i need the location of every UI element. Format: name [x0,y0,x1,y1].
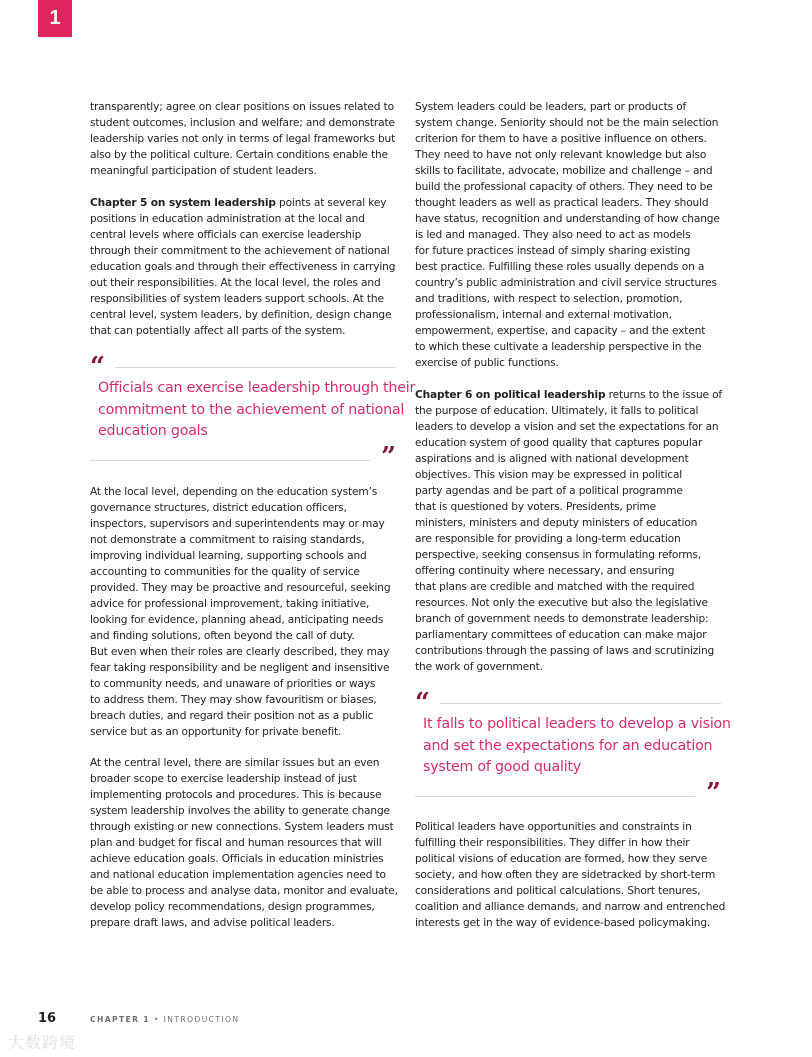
pull-quote-text [423,714,731,779]
line-text: responsibilities of system leaders support schools. At the [90,293,384,305]
line-text: breach duties, and regard their position not as a public [90,710,374,722]
text-line [90,243,395,259]
text-line [415,243,720,259]
left-paragraph-3 [90,484,390,740]
line-text: through existing or new connections. System leaders must [90,821,394,833]
separator: • [150,1015,164,1024]
text-line [90,660,390,676]
left-paragraph-1 [90,99,395,179]
line-text: coalition and alliance demands, and narrow and entrenched [415,901,726,913]
divider [440,703,721,704]
text-line [90,500,390,516]
text-line [415,611,722,627]
line-text: But even when their roles are clearly described, they may [90,646,390,658]
line-text: positions in education administration at the local and [90,213,365,225]
text-line [90,724,390,740]
left-paragraph-2 [90,195,395,339]
text-line [90,147,395,163]
open-quote-icon: “ [415,688,430,718]
text-line [98,378,415,400]
section-label: INTRODUCTION [163,1015,240,1024]
line-text: build the professional capacity of others. They need to be [415,181,713,193]
text-line [415,563,722,579]
line-text: to which these cultivate a leadership perspective in the [415,341,702,353]
line-text: returns to the issue of [605,389,723,401]
text-line [90,131,395,147]
lead-in: Chapter 6 on political leadership [415,389,606,401]
right-paragraph-3 [415,819,725,931]
line-text: looking for evidence, planning ahead, anticipating needs [90,614,384,626]
line-text: System leaders could be leaders, part or products of [415,101,687,113]
line-text: for future practices instead of simply sharing existing [415,245,691,257]
text-line [423,714,731,736]
text-line [90,484,390,500]
text-line [415,915,725,931]
text-line [415,323,720,339]
text-line [90,899,398,915]
line-text: At the central level, there are similar issues but an even [90,757,380,769]
close-quote-icon: ” [706,778,721,808]
line-text: offering continuity where necessary, and ensuring [415,565,675,577]
line-text: provided. They may be proactive and resourceful, seeking [90,582,391,594]
line-text: education goals [98,423,208,439]
text-line [90,644,390,660]
text-line [90,755,398,771]
left-paragraph-4 [90,755,398,931]
chapter-label: CHAPTER 1 [90,1015,151,1024]
text-line [415,499,722,515]
text-line [90,195,395,211]
line-text: best practice. Fulfilling these roles usually depends on a [415,261,705,273]
text-line [415,179,720,195]
text-line [415,659,722,675]
line-text: interests get in the way of evidence-based policymaking. [415,917,711,929]
text-line [415,339,720,355]
text-line [90,291,395,307]
line-text: the work of government. [415,661,543,673]
text-line [90,580,390,596]
open-quote-icon: “ [90,352,105,382]
line-text: central level, system leaders, by definition, design change [90,309,392,321]
line-text: fear taking responsibility and be negligent and insensitive [90,662,390,674]
line-text: are responsible for providing a long-term education [415,533,681,545]
text-line [415,819,725,835]
text-line [415,627,722,643]
text-line [415,467,722,483]
text-line [90,771,398,787]
line-text: prepare draft laws, and advise political leaders. [90,917,335,929]
line-text: Officials can exercise leadership through their [98,380,416,396]
line-text: and national education implementation agencies need to [90,869,386,881]
line-text: ministers, ministers and deputy ministers of education [415,517,698,529]
text-line [90,548,390,564]
line-text: transparently; agree on clear positions on issues related to [90,101,394,113]
text-line [90,275,395,291]
text-line [415,867,725,883]
text-line [415,595,722,611]
line-text: criterion for them to have a positive influence on others. [415,133,707,145]
text-line [415,307,720,323]
line-text: not demonstrate a commitment to raising standards, [90,534,365,546]
line-text: system leadership involves the ability to generate change [90,805,390,817]
right-paragraph-2 [415,387,722,675]
text-line [415,435,722,451]
line-text: party agendas and be part of a political programme [415,485,683,497]
right-paragraph-1 [415,99,720,371]
line-text: exercise of public functions. [415,357,559,369]
text-line [90,835,398,851]
text-line [415,99,720,115]
line-text: education goals and through their effectiveness in carrying [90,261,396,273]
line-text: empowerment, expertise, and capacity – and the extent [415,325,706,337]
text-line [90,163,395,179]
text-line [415,211,720,227]
text-line [90,915,398,931]
line-text: to community needs, and unaware of priorities or ways [90,678,376,690]
line-text: implementing protocols and procedures. This is because [90,789,382,801]
line-text: student outcomes, inclusion and welfare; and demonstrate [90,117,395,129]
line-text: leaders to develop a vision and set the expectations for an [415,421,719,433]
line-text: perspective, seeking consensus in formulating reforms, [415,549,702,561]
text-line [90,99,395,115]
line-text: that plans are credible and matched with the required [415,581,695,593]
text-line [90,851,398,867]
line-text: considerations and political calculations. Short tenures, [415,885,701,897]
line-text: education system of good quality that captures popular [415,437,703,449]
text-line [98,421,415,443]
line-text: achieve education goals. Officials in education ministries [90,853,384,865]
text-line [415,275,720,291]
line-text: that is questioned by voters. Presidents, prime [415,501,656,513]
text-line [90,596,390,612]
text-line [415,387,722,403]
line-text: It falls to political leaders to develop a vision [423,716,731,732]
text-line [415,883,725,899]
line-text: through their commitment to the achievement of national [90,245,390,257]
chapter-tab: 1 [38,0,72,37]
text-line [415,227,720,243]
text-line [90,692,390,708]
line-text: At the local level, depending on the education system’s [90,486,378,498]
watermark: 大数跨境 [8,1033,77,1052]
line-text: professionalism, internal and external motivation, [415,309,672,321]
text-line [90,676,390,692]
text-line [415,547,722,563]
line-text: branch of government needs to demonstrate leadership: [415,613,709,625]
line-text: is led and managed. They also need to act as models [415,229,691,241]
text-line [415,147,720,163]
line-text: improving individual learning, supporting schools and [90,550,367,562]
text-line [90,708,390,724]
line-text: fulfilling their responsibilities. They differ in how their [415,837,690,849]
line-text: objectives. This vision may be expressed in political [415,469,683,481]
line-text: political visions of education are formed, how they serve [415,853,708,865]
line-text: Political leaders have opportunities and constraints in [415,821,692,833]
line-text: commitment to the achievement of national [98,401,405,418]
line-text: also by the political culture. Certain conditions enable the [90,149,388,161]
text-line [415,355,720,371]
close-quote-icon: ” [381,442,396,472]
line-text: skills to facilitate, advocate, mobilize and challenge – and [415,165,713,177]
text-line [90,564,390,580]
line-text: thought leaders as well as practical leaders. They should [415,197,709,209]
text-line [90,532,390,548]
pull-quote-left [90,352,416,472]
text-line [415,259,720,275]
line-text: plan and budget for fiscal and human resources that will [90,837,382,849]
page-number: 16 [38,1011,57,1026]
line-text: to address them. They may show favouritism or biases, [90,694,377,706]
line-text: governance structures, district education officers, [90,502,347,514]
line-text: central levels where officials can exercise leadership [90,229,362,241]
pull-quote-right [415,688,731,808]
text-line [415,643,722,659]
text-line [90,787,398,803]
line-text: They need to have not only relevant knowledge but also [415,149,707,161]
line-text: broader scope to exercise leadership instead of just [90,773,357,785]
line-text: be able to process and analyse data, monitor and evaluate, [90,885,398,897]
line-text: meaningful participation of student leaders. [90,165,317,177]
line-text: resources. Not only the executive but also the legislative [415,597,708,609]
text-line [415,291,720,307]
text-line [415,115,720,131]
line-text: and finding solutions, often beyond the call of duty. [90,630,355,642]
text-line [415,899,725,915]
text-line [415,851,725,867]
text-line [90,211,395,227]
line-text: out their responsibilities. At the local level, the roles and [90,277,381,289]
text-line [90,819,398,835]
line-text: leadership varies not only in terms of legal frameworks but [90,133,396,145]
text-line [90,227,395,243]
text-line [90,867,398,883]
line-text: aspirations and is aligned with national development [415,453,689,465]
text-line [90,259,395,275]
text-line [415,131,720,147]
text-line [423,757,731,779]
pull-quote-text [98,378,415,443]
text-line [415,163,720,179]
line-text: parliamentary committees of education can make major [415,629,707,641]
text-line [90,307,395,323]
text-line [415,195,720,211]
line-text: and set the expectations for an education [423,737,713,754]
text-line [423,736,731,758]
divider [115,367,396,368]
line-text: have status, recognition and understanding of how change [415,213,720,225]
line-text: system of good quality [423,759,582,775]
line-text: the purpose of education. Ultimately, it falls to political [415,405,699,417]
text-line [415,419,722,435]
text-line [98,400,415,422]
line-text: inspectors, supervisors and superintendents may or may [90,518,385,530]
text-line [415,515,722,531]
text-line [415,403,722,419]
text-line [415,835,725,851]
line-text: points at several key [275,197,387,209]
text-line [415,451,722,467]
line-text: advice for professional improvement, taking initiative, [90,598,370,610]
text-line [90,803,398,819]
line-text: develop policy recommendations, design programmes, [90,901,375,913]
text-line [90,115,395,131]
divider [415,796,695,797]
line-text: that can potentially affect all parts of the system. [90,325,346,337]
text-line [90,883,398,899]
line-text: accounting to communities for the quality of service [90,566,360,578]
text-line [90,612,390,628]
text-line [415,531,722,547]
line-text: country’s public administration and civil service structures [415,277,717,289]
text-line [90,516,390,532]
text-line [415,483,722,499]
text-line [415,579,722,595]
line-text: system change. Seniority should not be the main selection [415,117,719,129]
running-footer [90,1015,240,1024]
divider [90,460,370,461]
line-text: contributions through the passing of laws and scrutinizing [415,645,715,657]
text-line [90,628,390,644]
line-text: and traditions, with respect to selection, promotion, [415,293,683,305]
text-line [90,323,395,339]
line-text: service but as an opportunity for private benefit. [90,726,342,738]
lead-in: Chapter 5 on system leadership [90,197,276,209]
line-text: society, and how often they are sidetracked by short-term [415,869,716,881]
